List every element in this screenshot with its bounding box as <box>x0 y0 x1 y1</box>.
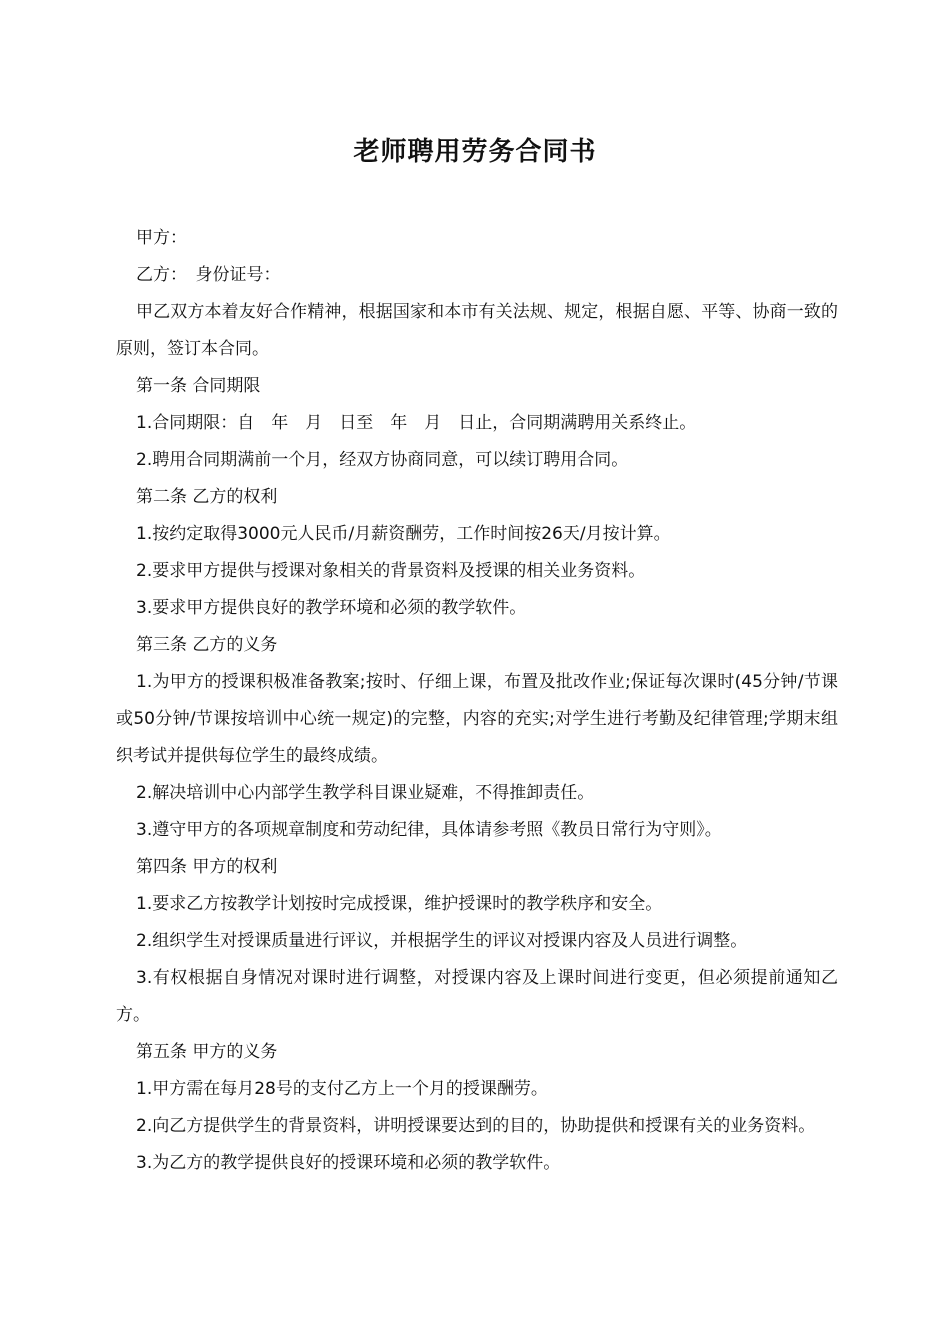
party-a-line: 甲方： <box>136 228 187 248</box>
article-3-clause-3: 3.遵守甲方的各项规章制度和劳动纪律，具体请参考照《教员日常行为守则》。 <box>136 820 722 840</box>
article-2-clause-3: 3.要求甲方提供良好的教学环境和必须的教学软件。 <box>136 598 527 618</box>
party-b-line: 乙方： 身份证号： <box>136 265 281 285</box>
article-2-clause-2: 2.要求甲方提供与授课对象相关的背景资料及授课的相关业务资料。 <box>136 561 646 581</box>
article-1-heading: 第一条 合同期限 <box>136 376 261 396</box>
preamble-paragraph: 甲乙双方本着友好合作精神，根据国家和本市有关法规、规定，根据自愿、平等、协商一致的原则，签订本合同。 <box>116 302 838 359</box>
article-5-clause-3: 3.为乙方的教学提供良好的授课环境和必须的教学软件。 <box>136 1153 561 1173</box>
article-5-heading: 第五条 甲方的义务 <box>136 1042 278 1062</box>
article-3-clause-2: 2.解决培训中心内部学生教学科目课业疑难，不得推卸责任。 <box>136 783 595 803</box>
article-5-clause-1: 1.甲方需在每月28号的支付乙方上一个月的授课酬劳。 <box>136 1079 548 1099</box>
article-1-clause-2: 2.聘用合同期满前一个月，经双方协商同意，可以续订聘用合同。 <box>136 450 629 470</box>
document-title: 老师聘用劳务合同书 <box>353 137 597 167</box>
article-2-clause-1: 1.按约定取得3000元人民币/月薪资酬劳，工作时间按26天/月按计算。 <box>136 524 671 544</box>
article-4-clause-1: 1.要求乙方按教学计划按时完成授课，维护授课时的教学秩序和安全。 <box>136 894 663 914</box>
article-4-clause-2: 2.组织学生对授课质量进行评议，并根据学生的评议对授课内容及人员进行调整。 <box>136 931 748 951</box>
article-3-clause-1: 1.为甲方的授课积极准备教案;按时、仔细上课，布置及批改作业;保证每次课时(45分钟/节课或50分钟/节课按培训中心统一规定)的完整，内容的充实;对学生进行考勤及纪律管理;学期末组织考试并提供每位学生的最终成绩。 <box>116 672 838 766</box>
article-4-clause-3: 3.有权根据自身情况对课时进行调整，对授课内容及上课时间进行变更，但必须提前通知乙方。 <box>116 968 838 1025</box>
article-2-heading: 第二条 乙方的权利 <box>136 487 278 507</box>
article-5-clause-2: 2.向乙方提供学生的背景资料，讲明授课要达到的目的，协助提供和授课有关的业务资料。 <box>136 1116 816 1136</box>
article-4-heading: 第四条 甲方的权利 <box>136 857 278 877</box>
article-1-clause-1: 1.合同期限：自 年 月 日至 年 月 日止，合同期满聘用关系终止。 <box>136 413 697 433</box>
article-3-heading: 第三条 乙方的义务 <box>136 635 278 655</box>
document-body <box>116 220 838 1182</box>
